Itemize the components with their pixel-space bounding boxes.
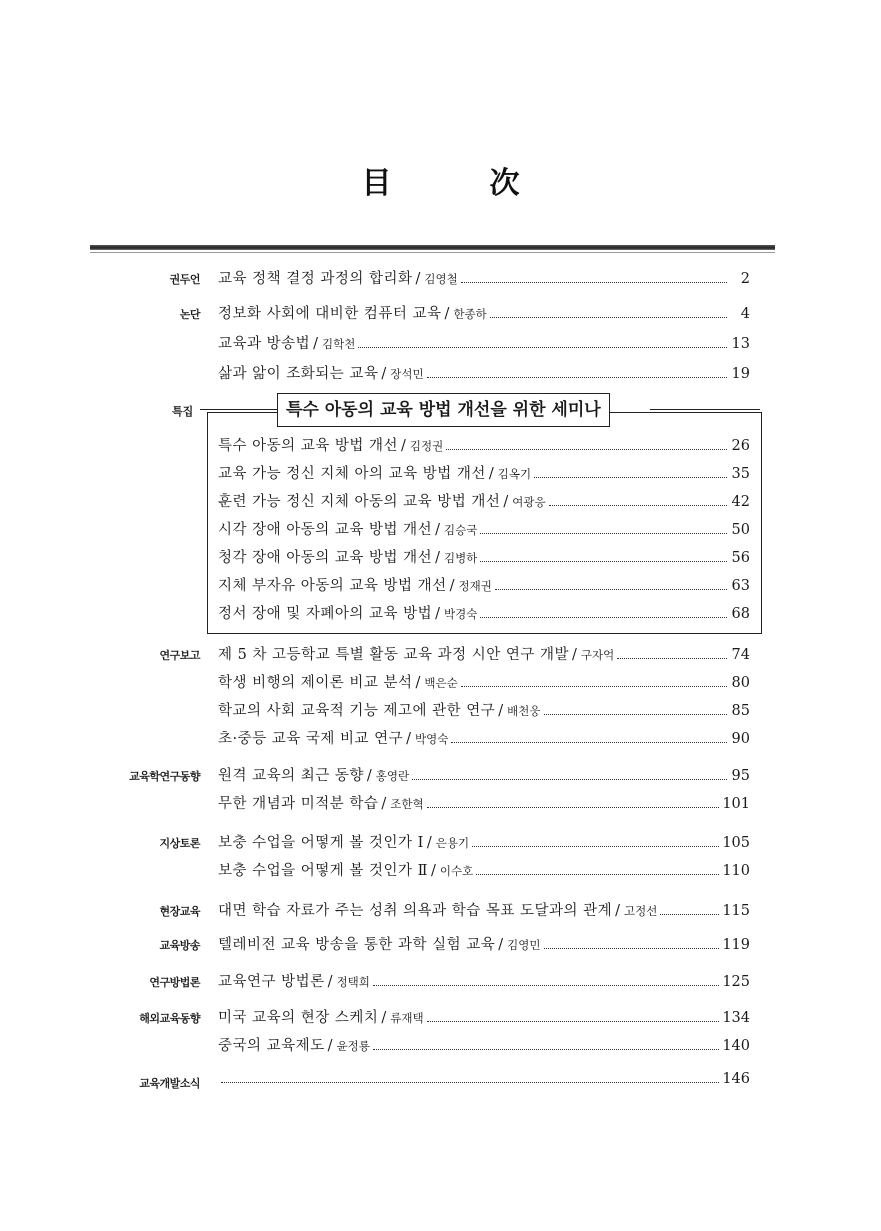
toc-entry[interactable] xyxy=(0,1032,881,1058)
dot-leader xyxy=(617,658,727,659)
feature-title: 특수 아동의 교육 방법 개선을 위한 세미나 xyxy=(277,393,610,427)
entry-line xyxy=(218,1071,750,1087)
author-separator: / xyxy=(327,974,333,990)
entry-author: 고정선 xyxy=(624,904,658,918)
entry-title: 교육연구 방법론 xyxy=(218,974,325,990)
page-number: 85 xyxy=(731,703,750,719)
section-category: 해외교육동향 xyxy=(139,1012,200,1025)
entry-line xyxy=(218,1006,750,1027)
entry-line xyxy=(218,332,750,353)
author-separator: / xyxy=(415,271,421,287)
dot-leader xyxy=(427,807,720,808)
section-category: 논단 xyxy=(179,308,200,321)
entry-line xyxy=(218,699,750,720)
entry-title: 초·중등 교육 국제 비교 연구 xyxy=(218,731,404,747)
page-number: 90 xyxy=(731,731,750,747)
page-number: 63 xyxy=(731,578,750,594)
dot-leader xyxy=(451,742,727,743)
entry-line xyxy=(218,859,750,880)
dot-leader xyxy=(544,948,720,949)
page-number: 19 xyxy=(731,366,750,382)
entry-author: 구자억 xyxy=(580,648,615,662)
toc-entry[interactable] xyxy=(0,330,881,356)
entry-title: 미국 교육의 현장 스케치 xyxy=(218,1010,379,1026)
entry-author: 김옥기 xyxy=(497,467,532,481)
dot-leader xyxy=(472,846,719,847)
author-separator: / xyxy=(615,903,621,919)
page-number: 13 xyxy=(731,336,750,352)
author-separator: / xyxy=(366,768,372,784)
entry-title: 중국의 교육제도 xyxy=(218,1038,325,1054)
toc-entry[interactable] xyxy=(0,697,881,723)
author-separator: / xyxy=(449,578,455,594)
page-number: 110 xyxy=(722,863,750,879)
toc-entry[interactable] xyxy=(0,762,881,788)
entry-author: 김승국 xyxy=(444,523,478,537)
dot-leader xyxy=(358,347,727,348)
entry-line xyxy=(218,362,750,383)
entry-author: 홍영란 xyxy=(375,769,410,783)
toc-entry[interactable] xyxy=(0,360,881,386)
dot-leader xyxy=(427,1021,720,1022)
page-number: 134 xyxy=(722,1010,750,1026)
entry-title: 삶과 앎이 조화되는 교육 xyxy=(218,366,379,382)
entry-author: 여광응 xyxy=(512,495,546,509)
entry-author: 은용기 xyxy=(435,836,470,850)
entry-author: 류재택 xyxy=(390,1011,424,1025)
dot-leader xyxy=(221,1082,719,1083)
author-separator: / xyxy=(381,366,387,382)
dot-leader xyxy=(490,317,727,318)
page-number: 2 xyxy=(740,271,750,287)
dot-leader xyxy=(427,377,727,378)
entry-title: 청각 장애 아동의 교육 방법 개선 xyxy=(218,550,433,566)
entry-line xyxy=(218,727,750,748)
toc-entry[interactable] xyxy=(0,790,881,816)
entry-title: 교육 가능 정신 지체 아의 교육 방법 개선 xyxy=(218,466,486,482)
entry-title: 제 5 차 고등학교 특별 활동 교육 과정 시안 연구 개발 xyxy=(218,647,569,663)
feature-head-line xyxy=(200,409,280,410)
section-category: 교육개발소식 xyxy=(139,1077,200,1090)
page-number: 95 xyxy=(731,768,750,784)
entry-author: 정재권 xyxy=(458,579,492,593)
entry-title: 학교의 사회 교육적 기능 제고에 관한 연구 xyxy=(218,703,496,719)
dot-leader xyxy=(373,985,719,986)
entry-line xyxy=(218,267,750,288)
toc-entry[interactable] xyxy=(0,300,881,326)
entry-title: 무한 개념과 미적분 학습 xyxy=(218,796,379,812)
page-number: 80 xyxy=(731,675,750,691)
entry-line xyxy=(218,302,750,323)
author-separator: / xyxy=(488,466,494,482)
page-number: 50 xyxy=(731,522,750,538)
author-separator: / xyxy=(435,550,441,566)
dot-leader xyxy=(461,686,727,687)
author-separator: / xyxy=(406,731,412,747)
author-separator: / xyxy=(401,438,406,454)
entry-author: 조한혁 xyxy=(390,797,424,811)
toc-entry[interactable] xyxy=(0,1004,881,1030)
entry-line xyxy=(218,831,750,852)
entry-title: 교육 정책 결정 과정의 합리화 xyxy=(218,271,413,287)
page-number: 101 xyxy=(722,796,750,812)
entry-line xyxy=(218,671,750,692)
author-separator: / xyxy=(327,1038,333,1054)
section-category: 교육학연구동향 xyxy=(129,770,200,783)
toc-entry[interactable] xyxy=(0,829,881,855)
toc-entry[interactable] xyxy=(0,265,881,291)
entry-author: 김영민 xyxy=(507,938,541,952)
page-number: 42 xyxy=(731,494,750,510)
section-category: 현장교육 xyxy=(159,905,200,918)
toc-entry[interactable] xyxy=(0,725,881,751)
entry-title: 정보화 사회에 대비한 컴퓨터 교육 xyxy=(218,306,442,322)
section-category: 연구방법론 xyxy=(149,976,200,989)
page-number: 105 xyxy=(722,835,750,851)
entry-line xyxy=(218,970,750,991)
entry-author: 김학천 xyxy=(322,337,356,351)
toc-entry[interactable] xyxy=(0,968,881,994)
feature-box xyxy=(207,412,762,634)
dot-leader xyxy=(461,282,727,283)
entry-title: 시각 장애 아동의 교육 방법 개선 xyxy=(218,522,433,538)
toc-entry[interactable] xyxy=(0,669,881,695)
author-separator: / xyxy=(498,703,504,719)
entry-author: 이수호 xyxy=(439,864,474,878)
entry-title: 지체 부자유 아동의 교육 방법 개선 xyxy=(218,578,447,594)
entry-title: 텔레비전 교육 방송을 통한 과학 실험 교육 xyxy=(218,937,496,953)
author-separator: / xyxy=(498,937,504,953)
author-separator: / xyxy=(430,863,436,879)
author-separator: / xyxy=(444,306,450,322)
toc-entry[interactable] xyxy=(0,641,881,667)
entry-author: 백은순 xyxy=(424,676,458,690)
toc-entry[interactable] xyxy=(0,897,881,923)
dot-leader xyxy=(476,874,719,875)
toc-entry[interactable] xyxy=(0,1069,881,1095)
entry-line xyxy=(218,1034,750,1055)
entry-author: 박경숙 xyxy=(444,607,478,621)
entry-title: 원격 교육의 최근 동향 xyxy=(218,768,364,784)
page-number: 35 xyxy=(731,466,750,482)
dot-leader xyxy=(373,1049,719,1050)
entry-title: 특수 아동의 교육 방법 개선 xyxy=(218,438,399,454)
entry-author: 장석민 xyxy=(390,367,424,381)
entry-author: 김영철 xyxy=(424,272,458,286)
author-separator: / xyxy=(381,796,387,812)
entry-author: 박영숙 xyxy=(415,732,449,746)
entry-title: 대면 학습 자료가 주는 성취 의욕과 학습 목표 도달과의 관계 xyxy=(218,903,613,919)
entry-author: 배천웅 xyxy=(507,704,541,718)
author-separator: / xyxy=(426,835,432,851)
toc-entry[interactable] xyxy=(0,931,881,957)
section-category: 권두언 xyxy=(169,273,200,286)
entry-title: 정서 장애 및 자폐아의 교육 방법 xyxy=(218,606,433,622)
page-title: 目 次 xyxy=(361,166,554,201)
author-separator: / xyxy=(503,494,509,510)
entry-title: 보충 수업을 어떻게 볼 것인가 Ⅰ xyxy=(218,835,424,851)
entry-title: 학생 비행의 제이론 비교 분석 xyxy=(218,675,413,691)
page-number: 140 xyxy=(722,1038,750,1054)
entry-line xyxy=(218,643,750,664)
feature-head-line xyxy=(650,409,760,410)
section-category: 연구보고 xyxy=(159,649,200,662)
page-number: 4 xyxy=(740,306,750,322)
entry-author: 정택희 xyxy=(336,975,370,989)
entry-author: 윤정룡 xyxy=(336,1039,370,1053)
section-category: 지상토론 xyxy=(159,837,200,850)
page-number: 74 xyxy=(731,647,750,663)
section-category: 특집 xyxy=(172,405,194,418)
author-separator: / xyxy=(381,1010,387,1026)
entry-line xyxy=(218,792,750,813)
dot-leader xyxy=(412,779,727,780)
author-separator: / xyxy=(571,647,577,663)
dot-leader xyxy=(660,914,719,915)
page-number: 68 xyxy=(731,606,750,622)
page-number: 115 xyxy=(722,903,750,919)
author-separator: / xyxy=(435,522,441,538)
section-category: 교육방송 xyxy=(159,939,200,952)
dot-leader xyxy=(544,714,728,715)
header-rule xyxy=(90,245,775,250)
page-number: 125 xyxy=(722,974,750,990)
entry-title: 보충 수업을 어떻게 볼 것인가 Ⅱ xyxy=(218,863,428,879)
entry-title: 교육과 방송법 xyxy=(218,336,311,352)
page-number: 119 xyxy=(722,937,750,953)
entry-title: 훈련 가능 정신 지체 아동의 교육 방법 개선 xyxy=(218,494,501,510)
author-separator: / xyxy=(313,336,319,352)
toc-entry[interactable] xyxy=(0,857,881,883)
page-number: 26 xyxy=(731,438,750,454)
author-separator: / xyxy=(435,606,441,622)
page-number: 146 xyxy=(722,1071,750,1087)
entry-author: 김병하 xyxy=(444,551,478,565)
entry-line xyxy=(218,764,750,785)
entry-author: 한종하 xyxy=(453,307,487,321)
entry-line xyxy=(218,899,750,920)
entry-line xyxy=(218,933,750,954)
header-rule-thin xyxy=(90,252,775,253)
entry-author: 김정권 xyxy=(409,439,444,453)
page-number: 56 xyxy=(731,550,750,566)
author-separator: / xyxy=(415,675,421,691)
